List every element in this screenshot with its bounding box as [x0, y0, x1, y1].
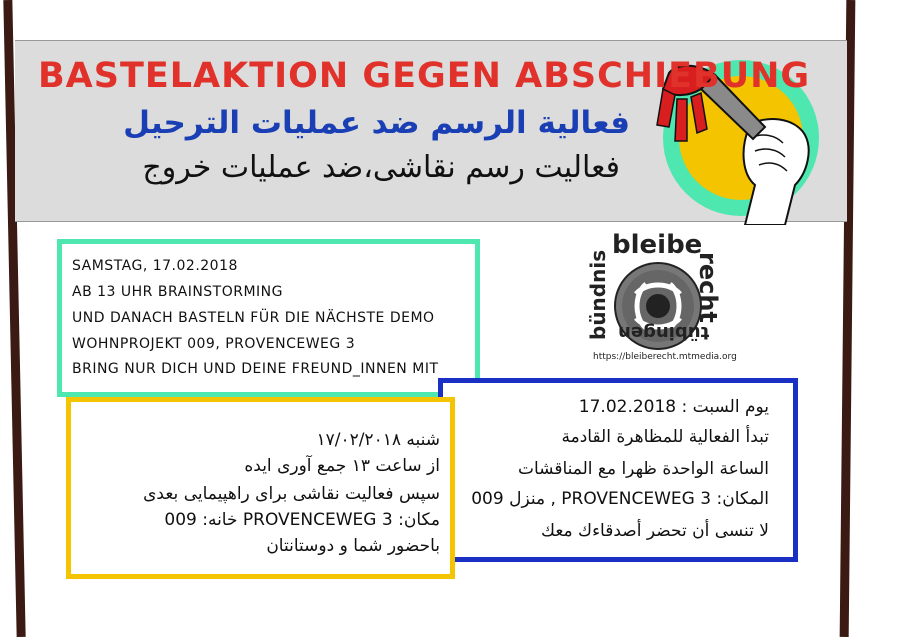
arabic-line-time: الساعة الواحدة ظهرا مع المناقشات [517, 459, 769, 479]
persian-line-activity: سپس فعالیت نقاشی برای راهپیمایی بعدی [143, 484, 440, 504]
bleiberecht-logo [586, 230, 732, 360]
arabic-line-activity: تبدأ الفعالية للمظاهرة القادمة [561, 427, 769, 447]
german-line-invite: BRING NUR DICH UND DEINE FREUND_INNEN MIT [72, 361, 439, 377]
banner-title-persian: فعالیت رسم نقاشی،ضد عملیات خروج [142, 150, 620, 185]
persian-info-box [66, 397, 455, 579]
logo-word-tuebingen: tübingen [618, 322, 710, 343]
arabic-line-invite: لا تنسى أن تحضر أصدقاءك معك [541, 521, 769, 541]
arabic-info-box [438, 378, 798, 562]
logo-word-bleibe: bleibe [612, 230, 703, 260]
persian-line-location: مکان: PROVENCEWEG 3 خانه: 009 [164, 510, 440, 530]
persian-line-invite: باحضور شما و دوستانتان [266, 536, 440, 556]
german-info-box [57, 239, 480, 397]
persian-line-time: از ساعت ۱۳ جمع آوری ایده [244, 456, 440, 476]
logo-word-buendnis: bündnis [586, 249, 610, 340]
persian-line-date: شنبه ۱۷/۰۲/۲۰۱۸ [316, 430, 440, 450]
german-line-activity: UND DANACH BASTELN FÜR DIE NÄCHSTE DEMO [72, 310, 435, 326]
banner-title-german: BASTELAKTION GEGEN ABSCHIEBUNG [38, 56, 811, 96]
logo-word-recht: recht [694, 252, 722, 323]
german-line-date: SAMSTAG, 17.02.2018 [72, 258, 238, 274]
arabic-line-location: المكان: PROVENCEWEG 3 , منزل 009 [471, 489, 769, 509]
logo-url: https://bleiberecht.mtmedia.org [593, 352, 737, 362]
german-line-location: WOHNPROJEKT 009, PROVENCEWEG 3 [72, 336, 356, 352]
banner-title-arabic: فعالية الرسم ضد عمليات الترحيل [123, 105, 630, 141]
german-line-time: AB 13 UHR BRAINSTORMING [72, 284, 284, 300]
arabic-line-date: يوم السبت : 17.02.2018 [578, 397, 769, 417]
